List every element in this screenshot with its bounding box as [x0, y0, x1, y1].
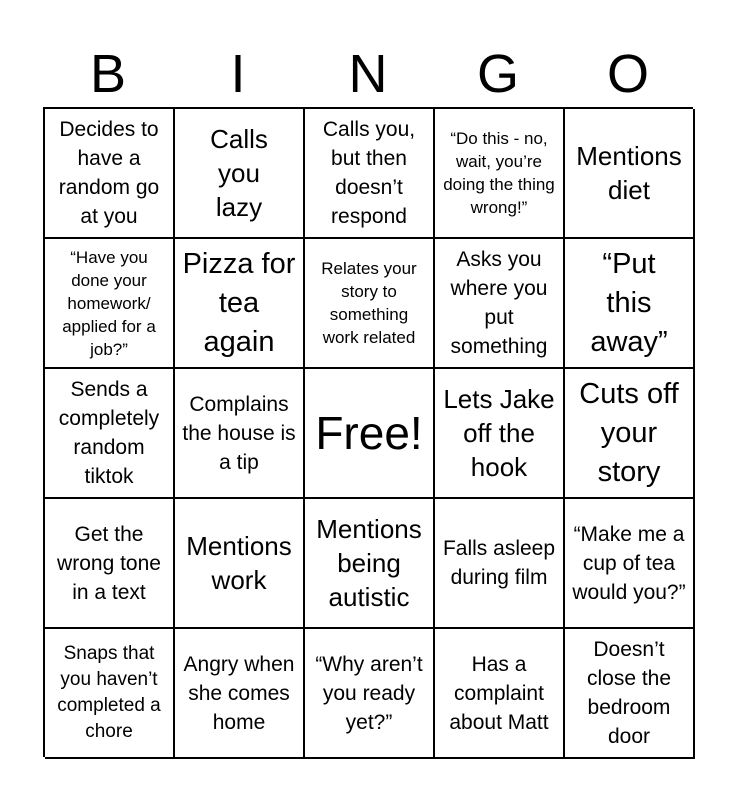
bingo-cell[interactable] — [45, 109, 175, 239]
bingo-cell[interactable] — [435, 239, 565, 369]
bingo-cell[interactable] — [45, 499, 175, 629]
cell-text: Lets Jake off the hook — [443, 384, 555, 482]
bingo-cell[interactable] — [565, 369, 695, 499]
bingo-cell[interactable] — [435, 109, 565, 239]
cell-text: Snaps that you haven’t completed a chore — [57, 643, 161, 742]
cell-text: Mentions work — [186, 531, 292, 595]
bingo-cell[interactable] — [175, 369, 305, 499]
cell-text: Asks you where you put something — [450, 248, 548, 358]
header-letter-o: O — [606, 44, 649, 104]
bingo-cell[interactable] — [175, 499, 305, 629]
free-space[interactable] — [305, 369, 435, 499]
header-letter-n: N — [348, 44, 388, 104]
cell-text: Get the wrong tone in a text — [57, 522, 161, 604]
bingo-header — [43, 42, 693, 106]
bingo-cell[interactable] — [435, 499, 565, 629]
cell-text: “Put this away” — [590, 247, 668, 358]
bingo-cell[interactable] — [175, 629, 305, 759]
cell-text: Relates your story to something work related — [321, 259, 417, 347]
bingo-cell[interactable] — [435, 629, 565, 759]
bingo-cell[interactable] — [565, 109, 695, 239]
cell-text: Angry when she comes home — [183, 652, 295, 734]
free-space-text: Free! — [315, 407, 423, 459]
bingo-cell[interactable] — [175, 239, 305, 369]
cell-text: Calls you lazy — [210, 124, 268, 222]
bingo-cell[interactable] — [565, 629, 695, 759]
bingo-cell[interactable] — [435, 369, 565, 499]
header-letter-i: I — [230, 44, 246, 104]
cell-text: “Make me a cup of tea would you?” — [572, 522, 686, 604]
cell-text: Decides to have a random go at you — [58, 118, 160, 228]
cell-text: Has a complaint about Matt — [449, 652, 549, 734]
header-letter-b: B — [89, 44, 127, 104]
bingo-cell[interactable] — [45, 239, 175, 369]
cell-text: “Do this - no, wait, you’re doing the thing wrong!” — [443, 129, 555, 217]
bingo-cell[interactable] — [305, 109, 435, 239]
bingo-cell[interactable] — [305, 499, 435, 629]
cell-text: Pizza for tea again — [182, 247, 296, 358]
bingo-cell[interactable] — [565, 499, 695, 629]
cell-text: Mentions being autistic — [316, 514, 422, 612]
cell-text: Complains the house is a tip — [182, 392, 296, 474]
bingo-cell[interactable] — [45, 629, 175, 759]
cell-text: Falls asleep during film — [442, 537, 556, 589]
bingo-cell[interactable] — [565, 239, 695, 369]
cell-text: “Why aren’t you ready yet?” — [315, 652, 423, 734]
cell-text: Mentions diet — [576, 141, 682, 205]
cell-text: Doesn’t close the bedroom door — [586, 638, 672, 748]
bingo-cell[interactable] — [175, 109, 305, 239]
bingo-cell[interactable] — [45, 369, 175, 499]
cell-text: Cuts off your story — [579, 377, 679, 488]
cell-text: Sends a completely random tiktok — [58, 378, 160, 488]
header-letter-g: G — [476, 44, 519, 104]
bingo-cell[interactable] — [305, 629, 435, 759]
cell-text: Calls you, but then doesn’t respond — [322, 118, 416, 228]
bingo-board — [43, 107, 693, 757]
cell-text: “Have you done your homework/ applied for a job?” — [62, 247, 156, 359]
bingo-cell[interactable] — [305, 239, 435, 369]
